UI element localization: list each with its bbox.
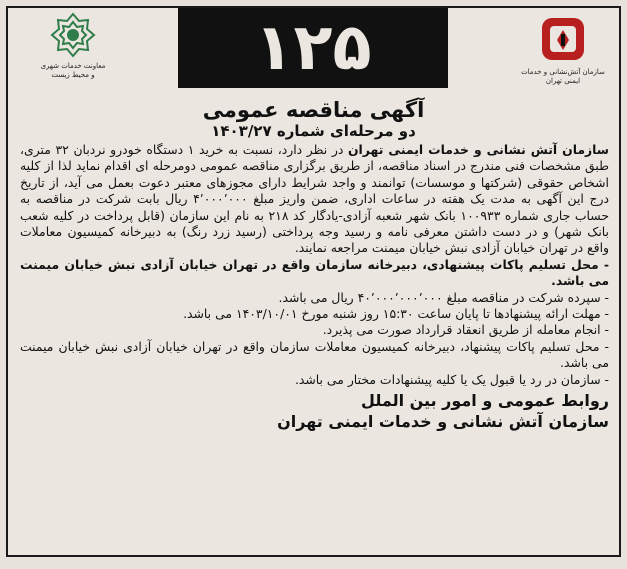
ad-body	[8, 140, 619, 388]
header	[8, 8, 619, 96]
paragraph-text: در نظر دارد، نسبت به خرید ۱ دستگاه خودرو نردبان ۳۲ متری، طبق مشخصات فنی مندرج در اسناد مناقصه، از طریق برگزاری مناقصه عمومی دومرحله ای اقدام نماید لذا از کلیه اشخاص حقوقی (شرکتها و موسسات) توانمند و واجد شرایط دارای مجوزهای معتبر دعوت بعمل می آید، از تاریخ درج این آگهی به مدت یک هفته در ساعات اداری، ضمن واریز مبلغ ۴٬۰۰۰٬۰۰۰ ریال بابت شرکت در مناقصه به حساب جاری شماره ۱۰۰۹۳۳ بانک شهر شعبه آزادی-یادگار کد ۲۱۸ به نام این سازمان (قابل پرداخت در کلیه شعب بانک شهر) و در دست داشتن معرفی نامه و رسید وجه پرداختی (رسید زرد رنگ) به دبیرخانه کمیسیون معاملات واقع در تهران خیابان آزادی نبش خیابان میمنت مراجعه نمایند.	[20, 142, 609, 256]
tehran-municipality-logo	[30, 12, 116, 80]
signature-block	[8, 388, 619, 432]
condition-item: - سپرده شرکت در مناقصه مبلغ ۴۰٬۰۰۰٬۰۰۰٬۰۰۰ ریال می باشد.	[278, 289, 609, 305]
main-paragraph	[20, 142, 609, 257]
ad-title: آگهی مناقصه عمومی	[202, 98, 425, 122]
logo-right-caption-2: ایمنی تهران	[545, 77, 581, 85]
municipality-emblem-icon	[50, 12, 96, 58]
logo-right-caption-1: سازمان آتش‌نشانی و خدمات	[521, 68, 605, 76]
logo-left-caption-2: و محیط زیست	[51, 71, 95, 79]
ad-subtitle: دو مرحله‌ای شماره ۱۴۰۳/۲۷	[211, 122, 416, 140]
ad-number-box: ۱۲۵	[178, 8, 448, 88]
condition-item: - محل تسلیم پاکات پیشنهادی، دبیرخانه سازمان واقع در تهران خیابان آزادی نبش خیابان میمنت می باشد.	[20, 256, 609, 289]
conditions-list	[20, 257, 609, 388]
fire-department-logo	[517, 14, 609, 86]
condition-item: - مهلت ارائه پیشنهادها تا پایان ساعت ۱۵:۳۰ روز شنبه مورخ ۱۴۰۳/۱۰/۰۱ می باشد.	[183, 306, 609, 322]
condition-item: - سازمان در رد یا قبول یک یا کلیه پیشنهادات مختار می باشد.	[294, 371, 609, 387]
advertisement-page	[6, 6, 621, 557]
condition-item: - محل تسلیم پاکات پیشنهاد، دبیرخانه کمیسیون معاملات سازمان واقع در تهران خیابان آزادی نبش خیابان میمنت می باشد.	[20, 338, 609, 371]
signature-line-1: روابط عمومی و امور بین الملل	[361, 391, 609, 411]
fire-department-emblem-icon	[538, 14, 588, 64]
title-block	[8, 98, 619, 140]
signature-line-2: سازمان آتش نشانی و خدمات ایمنی تهران	[277, 412, 609, 432]
logo-left-caption-1: معاونت خدمات شهری	[40, 62, 106, 70]
paragraph-lead: سازمان آتش نشانی و خدمات ایمنی تهران	[347, 142, 609, 157]
condition-item: - انجام معامله از طریق انعقاد قرارداد صورت می پذیرد.	[322, 322, 609, 338]
